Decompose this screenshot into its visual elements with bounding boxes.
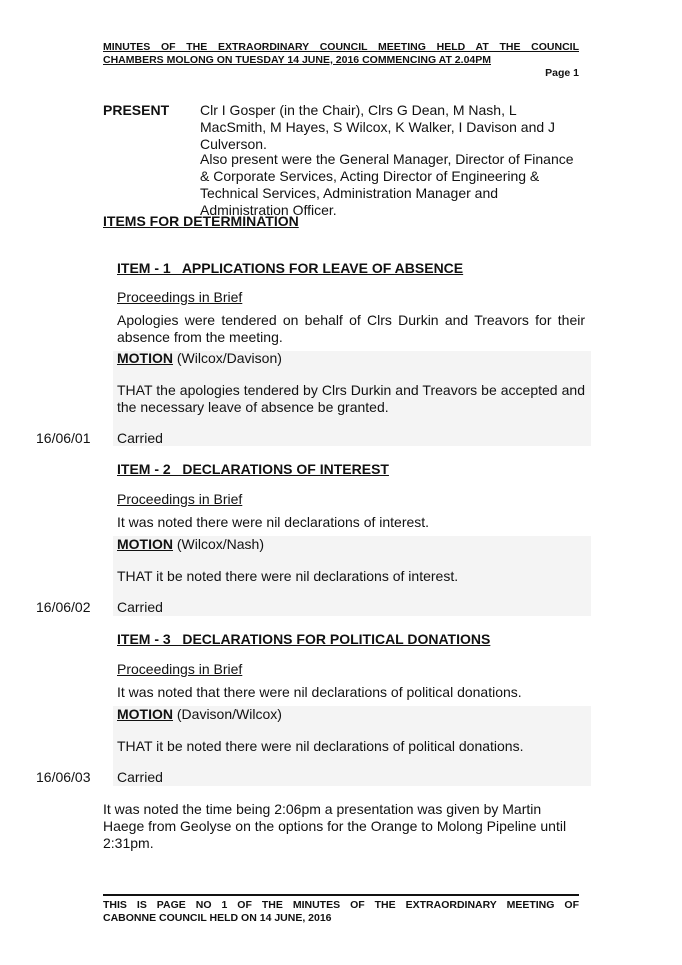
item-3-heading: ITEM - 3 DECLARATIONS FOR POLITICAL DONATIONS xyxy=(117,631,491,647)
item-1-resolution: THAT the apologies tendered by Clrs Durkin and Treavors be accepted and the necessary leave of absence be granted. xyxy=(117,382,585,415)
item-2-motion xyxy=(117,536,264,552)
page-number: Page 1 xyxy=(545,67,579,79)
item-3-proceedings-label: Proceedings in Brief xyxy=(117,661,243,677)
item-2-resolution: THAT it be noted there were nil declarations of interest. xyxy=(117,568,459,584)
motion-label: MOTION xyxy=(117,536,173,552)
item-2-result: Carried xyxy=(117,599,163,615)
footer-line-2: CABONNE COUNCIL HELD ON 14 JUNE, 2016 xyxy=(103,912,332,924)
item-1-proceedings-label: Proceedings in Brief xyxy=(117,289,243,305)
motion-movers: (Wilcox/Davison) xyxy=(173,350,282,366)
document-header xyxy=(103,41,579,67)
item-3-motion xyxy=(117,706,282,722)
footer-divider xyxy=(103,894,579,896)
item-1-motion xyxy=(117,350,282,366)
item-1-resolution-number: 16/06/01 xyxy=(36,430,91,446)
item-2-proceedings-text: It was noted there were nil declarations of interest. xyxy=(117,514,430,530)
header-line-1: MINUTES OF THE EXTRAORDINARY COUNCIL MEETING HELD AT THE COUNCIL xyxy=(103,41,579,53)
item-1-heading: ITEM - 1 APPLICATIONS FOR LEAVE OF ABSENCE xyxy=(117,260,464,276)
also-present-text: Also present were the General Manager, Director of Finance & Corporate Services, Acting Director of Engineering & Technical Services, Administration Manager and Administration Officer. xyxy=(200,151,574,218)
header-line-2: CHAMBERS MOLONG ON TUESDAY 14 JUNE, 2016 COMMENCING AT 2.04PM xyxy=(103,54,491,66)
item-3-proceedings-text: It was noted that there were nil declarations of political donations. xyxy=(117,684,522,700)
present-label: PRESENT xyxy=(103,102,170,118)
section-heading: ITEMS FOR DETERMINATION xyxy=(103,213,299,229)
closing-note: It was noted the time being 2:06pm a presentation was given by Martin Haege from Geolyse on the options for the Orange to Molong Pipeline until 2:31pm. xyxy=(103,801,567,851)
item-1-proceedings-text: Apologies were tendered on behalf of Clrs Durkin and Treavors for their absence from the meeting. xyxy=(117,312,585,345)
footer-line-1: THIS IS PAGE NO 1 OF THE MINUTES OF THE EXTRAORDINARY MEETING OF xyxy=(103,899,579,911)
item-3-result: Carried xyxy=(117,769,163,785)
motion-label: MOTION xyxy=(117,350,173,366)
item-3-resolution: THAT it be noted there were nil declarations of political donations. xyxy=(117,738,524,754)
item-2-proceedings-label: Proceedings in Brief xyxy=(117,491,243,507)
item-2-heading: ITEM - 2 DECLARATIONS OF INTEREST xyxy=(117,461,389,477)
motion-label: MOTION xyxy=(117,706,173,722)
motion-movers: (Davison/Wilcox) xyxy=(173,706,282,722)
item-2-resolution-number: 16/06/02 xyxy=(36,599,91,615)
motion-movers: (Wilcox/Nash) xyxy=(173,536,265,552)
present-text: Clr I Gosper (in the Chair), Clrs G Dean, M Nash, L MacSmith, M Hayes, S Wilcox, K Walker, I Davison and J Culverson. xyxy=(200,102,556,152)
item-1-result: Carried xyxy=(117,430,163,446)
document-footer xyxy=(103,899,579,925)
item-3-resolution-number: 16/06/03 xyxy=(36,769,91,785)
